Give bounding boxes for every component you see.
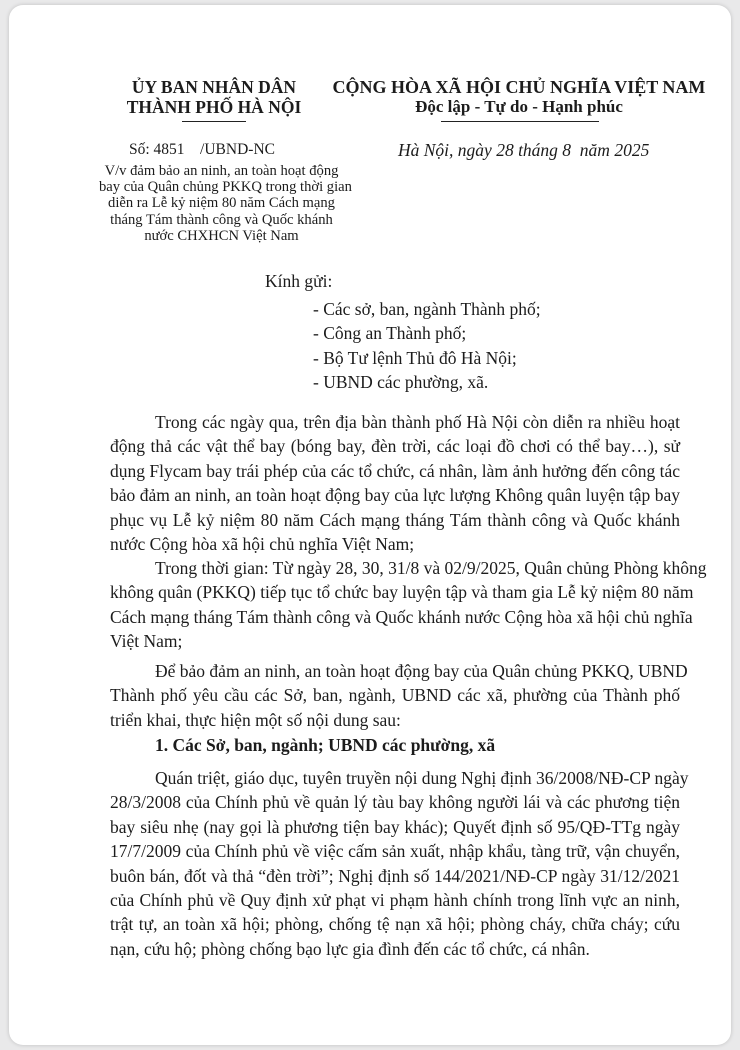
paragraph-line: Cách mạng tháng Tám thành công và Quốc khánh nước Cộng hòa xã hội chủ nghĩa: [110, 606, 693, 627]
motto-underline: [441, 121, 599, 122]
paragraph-4: [110, 766, 689, 961]
recipient-item: - Các sở, ban, ngành Thành phố;: [313, 299, 541, 319]
document-subject: [99, 163, 352, 244]
paragraph-line: trật tự, an toàn xã hội; phòng, chống tệ nạn xã hội; phòng cháy, chữa cháy; cứu: [110, 914, 680, 935]
document-date: Hà Nội, ngày 28 tháng 8 năm 2025: [398, 140, 650, 160]
paragraph-line: động thả các vật thể bay (bóng bay, đèn trời, các loại đồ chơi có thể bay…), sử: [110, 436, 680, 457]
agency-underline: [182, 121, 246, 122]
paragraph-line: Để bảo đảm an ninh, an toàn hoạt động bay của Quân chủng PKKQ, UBND: [155, 661, 688, 681]
recipient-item: - Bộ Tư lệnh Thủ đô Hà Nội;: [313, 347, 517, 368]
country-name: CỘNG HÒA XÃ HỘI CHỦ NGHĨA VIỆT NAM: [332, 77, 706, 97]
paragraph-line: không quân (PKKQ) tiếp tục tổ chức bay luyện tập và tham gia Lễ kỷ niệm 80 năm: [110, 582, 694, 603]
document-page: [9, 5, 731, 1045]
paragraph-line: bảo đảm an ninh, an toàn hoạt động bay của lực lượng Không quân luyện tập bay: [110, 485, 680, 506]
paragraph-line: bay siêu nhẹ (nay gọi là phương tiện bay khác); Quyết định số 95/QĐ-TTg ngày: [110, 816, 680, 837]
recipients-list: [313, 297, 541, 395]
subject-line: diễn ra Lễ kỷ niệm 80 năm Cách mạng: [108, 195, 335, 212]
paragraph-2: [110, 556, 707, 654]
agency-name-line1: ỦY BAN NHÂN DÂN: [131, 77, 297, 97]
paragraph-line: buôn bán, đốt và thả “đèn trời”; Nghị định số 144/2021/NĐ-CP ngày 31/12/2021: [110, 865, 680, 886]
paragraph-line: Việt Nam;: [110, 631, 183, 652]
paragraph-1: [110, 410, 680, 556]
subject-line: V/v đảm bảo an ninh, an toàn hoạt động: [104, 163, 339, 179]
paragraph-line: Quán triệt, giáo dục, tuyên truyền nội dung Nghị định 36/2008/NĐ-CP ngày: [155, 768, 689, 788]
subject-line: tháng Tám thành công và Quốc khánh: [110, 211, 333, 228]
recipient-item: - UBND các phường, xã.: [313, 372, 489, 393]
paragraph-line: phục vụ Lễ kỷ niệm 80 năm Cách mạng tháng Tám thành công và Quốc khánh: [110, 509, 680, 530]
national-motto: Độc lập - Tự do - Hạnh phúc: [415, 97, 623, 116]
paragraph-line: của Chính phủ về Quy định xử phạt vi phạm hành chính trong lĩnh vực an ninh,: [110, 890, 680, 911]
paragraph-line: Trong các ngày qua, trên địa bàn thành phố Hà Nội còn diễn ra nhiều hoạt: [155, 412, 680, 432]
paragraph-line: Trong thời gian: Từ ngày 28, 30, 31/8 và 02/9/2025, Quân chủng Phòng không: [155, 558, 707, 578]
subject-line: nước CHXHCN Việt Nam: [144, 227, 299, 244]
recipient-item: - Công an Thành phố;: [313, 323, 467, 344]
paragraph-line: 28/3/2008 của Chính phủ về quản lý tàu bay không người lái và các phương tiện: [110, 792, 680, 813]
paragraph-line: Thành phố yêu cầu các Sở, ban, ngành, UBND các xã, phường của Thành phố: [110, 685, 680, 706]
subject-line: bay của Quân chủng PKKQ trong thời gian: [99, 179, 352, 196]
document-number: Số: 4851 /UBND-NC: [129, 141, 275, 158]
paragraph-3: [110, 659, 688, 732]
recipients-greeting: Kính gửi:: [265, 271, 333, 291]
paragraph-line: 17/7/2009 của Chính phủ về việc cấm sản xuất, nhập khẩu, tàng trữ, vận chuyển,: [110, 841, 680, 862]
section-1-heading: 1. Các Sở, ban, ngành; UBND các phường, xã: [155, 735, 496, 755]
agency-name-line2: THÀNH PHỐ HÀ NỘI: [126, 97, 302, 117]
paragraph-line: dụng Flycam bay trái phép của các tổ chức, cá nhân, làm ảnh hưởng đến công tác: [110, 460, 680, 481]
paragraph-line: triển khai, thực hiện một số nội dung sau:: [110, 709, 401, 730]
paragraph-line: nạn, cứu hộ; phòng chống bạo lực gia đình đến các tổ chức, cá nhân.: [110, 938, 590, 959]
paragraph-line: nước Cộng hòa xã hội chủ nghĩa Việt Nam;: [110, 534, 415, 555]
